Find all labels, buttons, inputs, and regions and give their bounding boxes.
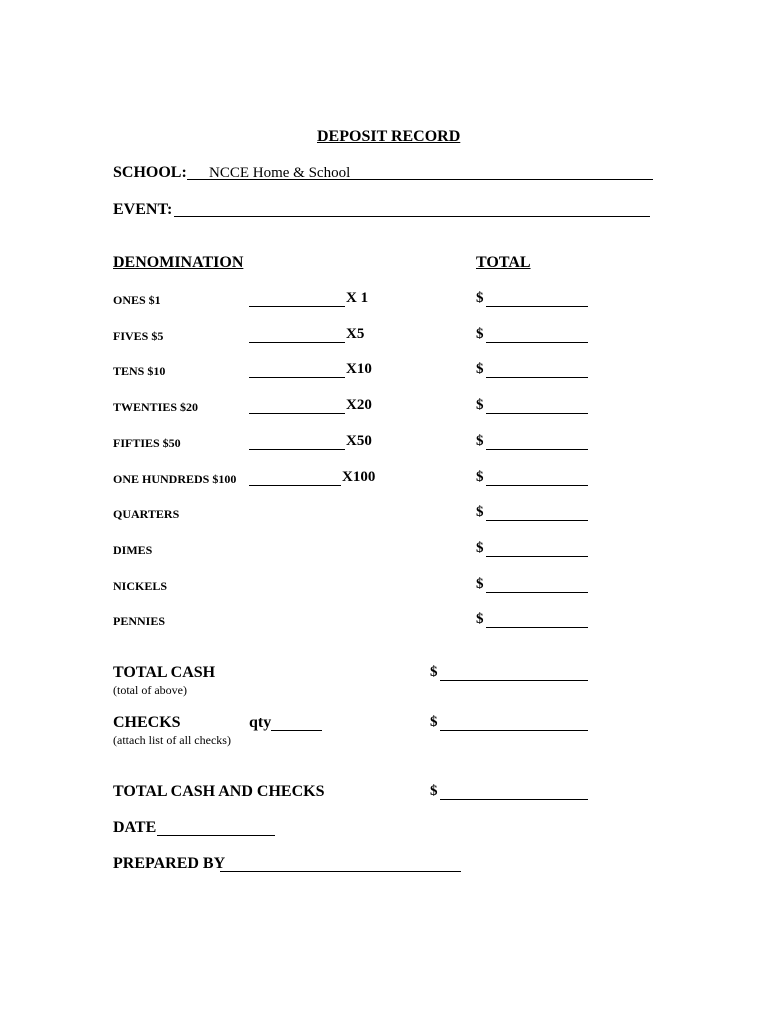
total-header: TOTAL [476,254,531,271]
multiplier-label: X 1 [346,290,369,306]
total-currency: $ [476,433,484,449]
checks-note: (attach list of all checks) [113,733,231,747]
date-label: DATE [113,819,157,836]
denomination-label: QUARTERS [113,507,180,521]
checks-currency: $ [430,714,438,730]
denomination-label: FIFTIES $50 [113,436,181,450]
checks-qty-field[interactable] [271,730,322,731]
denomination-header: DENOMINATION [113,254,244,271]
count-field[interactable] [249,449,345,450]
row-total-field[interactable] [486,627,588,628]
total-currency: $ [476,469,484,485]
total-currency: $ [476,361,484,377]
event-label: EVENT: [113,201,173,218]
row-total-field[interactable] [486,413,588,414]
denomination-label: TWENTIES $20 [113,400,199,414]
total-currency: $ [476,504,484,520]
multiplier-label: X10 [346,361,372,377]
document-title: DEPOSIT RECORD [317,128,461,145]
row-total-field[interactable] [486,520,588,521]
total-currency: $ [476,326,484,342]
denomination-label: DIMES [113,543,153,557]
total-cash-and-checks-currency: $ [430,783,438,799]
date-field[interactable] [157,835,275,836]
total-cash-and-checks-label: TOTAL CASH AND CHECKS [113,783,325,800]
multiplier-label: X100 [342,469,376,485]
school-label: SCHOOL: [113,164,187,181]
denomination-label: ONES $1 [113,293,161,307]
total-currency: $ [476,540,484,556]
multiplier-label: X5 [346,326,365,342]
denomination-label: PENNIES [113,614,166,628]
count-field[interactable] [249,485,341,486]
count-field[interactable] [249,413,345,414]
row-total-field[interactable] [486,342,588,343]
row-total-field[interactable] [486,556,588,557]
row-total-field[interactable] [486,377,588,378]
row-total-field[interactable] [486,592,588,593]
total-currency: $ [476,576,484,592]
row-total-field[interactable] [486,485,588,486]
total-currency: $ [476,290,484,306]
row-total-field[interactable] [486,306,588,307]
count-field[interactable] [249,306,345,307]
total-currency: $ [476,397,484,413]
total-cash-field[interactable] [440,680,588,681]
total-cash-and-checks-field[interactable] [440,799,588,800]
total-cash-label: TOTAL CASH [113,664,216,681]
multiplier-label: X20 [346,397,372,413]
checks-label: CHECKS [113,714,181,731]
denomination-label: FIVES $5 [113,329,164,343]
total-cash-currency: $ [430,664,438,680]
total-currency: $ [476,611,484,627]
count-field[interactable] [249,377,345,378]
denomination-label: NICKELS [113,579,168,593]
prepared-by-field[interactable] [220,871,461,872]
denomination-label: TENS $10 [113,364,166,378]
multiplier-label: X50 [346,433,372,449]
total-cash-note: (total of above) [113,683,187,697]
denomination-label: ONE HUNDREDS $100 [113,472,237,486]
checks-qty-label: qty [249,714,272,731]
event-field[interactable] [174,216,650,217]
school-value: NCCE Home & School [209,165,351,181]
checks-total-field[interactable] [440,730,588,731]
count-field[interactable] [249,342,345,343]
prepared-by-label: PREPARED BY [113,855,226,872]
row-total-field[interactable] [486,449,588,450]
